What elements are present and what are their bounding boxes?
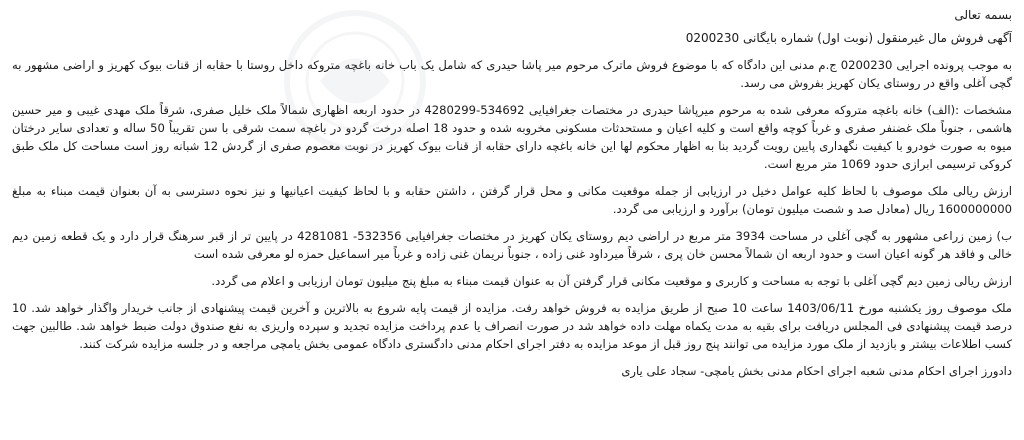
property-a-specification: مشخصات :(الف) خانه باغچه متروکه معرفی شده به مرحوم میرپاشا حیدری در مختصات جغرافیایی 534692-4280299 در حدود اربعه اظهاری شمالاً ملک خلیل صفری، شرقاً ملک مهدی غیبی و میر حسین هاشمی ، جنوباً ملک غضنفر صفری و غرباً کوچه واقع است و کلیه اعیان و مستحدثات مسکونی مخروبه شده و حدود 18 اصله درخت گردو در باغچه سمت شرقی با سن تقریباً 50 ساله و تعدادی سایر درختان میوه به صورت خودرو با کیفیت نگهداری پایین رویت گردید بنا به اظهار محکوم لها این خانه باغچه دارای حقابه از قنات بیوک کهریز در نوبت معصوم صفری از گردش 12 شبانه روز است مساحت کل ملک طبق کروکی ترسیمی ابرازی حدود 1069 متر مربع است. [12, 103, 1013, 171]
notice-title: آگهی فروش مال غیرمنقول (نوبت اول) شماره بایگانی 0200230 [685, 31, 1012, 45]
property-b-valuation: ارزش ریالی زمین دیم گچی آغلی با توجه به مساحت و کاربری و موقعیت مکانی قرار گرفتن آن به عنوان قیمت مبناء به مبلغ پنج میلیون تومان ارزیابی و اعلام می گردد. [211, 274, 1012, 288]
auction-terms-paragraph: ملک موصوف روز یکشنبه مورخ 1403/06/11 ساعت 10 صبح از طریق مزایده به فروش خواهد رفت. مزایده از قیمت پایه شروع به بالاترین و آخرین قیمت پیشنهادی از جانب خریدار واگذار خواهد شد. 10 درصد قیمت پیشنهادی فی المجلس دریافت برای بقیه به مدت یکماه مهلت داده خواهد شد در صورت انصراف یا عدم پرداخت مزایده تجدید و سپرده واریزی به نفع صندوق دولت ضبط خواهد شد. طالبین جهت کسب اطلاعات بیشتر و بازدید از ملک مورد مزایده می توانند پنج روز قبل از موعد مزایده به دفتر اجرای احکام مدنی دادگستری دادگاه عمومی بخش یامچی مراجعه و در جلسه مزایده شرکت کنند. [12, 301, 1013, 351]
property-a-valuation: ارزش ریالی ملک موصوف با لحاظ کلیه عوامل دخیل در ارزیابی از جمله موقعیت مکانی و محل قرار گرفتن ، داشتن حقابه و با لحاظ کیفیت اعیانیها و نیز نحوه دسترسی به آن بعنوان قیمت مبناء به مبلغ 1600000000 ریال (معادل صد و شصت میلیون تومان) برآورد و ارزیابی می گردد. [12, 184, 1012, 216]
basmala: بسمه تعالی [954, 8, 1012, 22]
signature-line: دادورز اجرای احکام مدنی شعبه اجرای احکام مدنی بخش یامچی- سجاد علی یاری [621, 364, 1012, 378]
intro-paragraph: به موجب پرونده اجرایی 0200230 ج.م مدنی این دادگاه که با موضوع فروش ماترک مرحوم میر پاشا حیدری که شامل یک باب خانه باغچه متروکه داخل روستا با حقابه از قنات بیوک کهریز و اراضی مشهور به گچی آغلی واقع در روستای یکان کهریز بفروش می رسد. [12, 58, 1012, 90]
property-b-specification: ب) زمین زراعی مشهور به گچی آغلی در مساحت 3934 متر مربع در اراضی دیم روستای یکان کهریز در مختصات جغرافیایی 532356- 4281081 در پایین تر از قبر سرهنگ قرار دارد و یک قطعه زمین دیم خالی و فاقد هر گونه اعیان است و حدود اربعه ان شمالاً محسن خان پری ، شرقاً میرداود غنی زاده ، جنوباً نریمان غنی زاده و غرباً میر اسماعیل حمزه لو معرفی شده است [12, 229, 1012, 261]
